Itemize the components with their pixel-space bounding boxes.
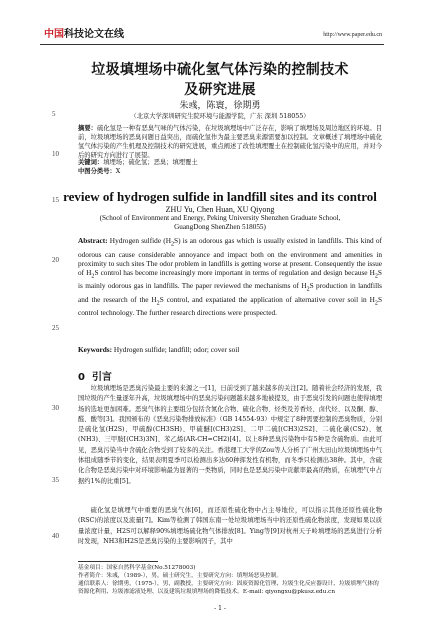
english-authors: ZHU Yu, Chen Huan, XU Qiyong bbox=[165, 205, 275, 214]
paper-title bbox=[40, 60, 400, 100]
logo-red-text: 中国 bbox=[44, 29, 64, 40]
subscript: 2 bbox=[156, 300, 160, 307]
line-number: 35 bbox=[52, 476, 59, 484]
abstract-en-text-5: S production in landfills and the research of the H bbox=[78, 281, 382, 304]
title-line-2: 及研究进展 bbox=[184, 82, 256, 98]
abstract-en-label: Abstract: bbox=[78, 236, 108, 245]
abstract-cn-text: 硫化氢是一种有恶臭气味的气体污染，在垃圾填埋场中广泛存在，影响了填埋场及周边地区的环境。目前，垃圾填埋场的恶臭问题日益突出，而硫化氢作为最主要恶臭来源需要加以控制。文章概述了填埋场中硫化氢气体污染的产生机理及控制技术的研究进展，重点阐述了改性填埋覆土在控制硫化氢污染中的应用，并对今后的研究方向进行了展望。 bbox=[78, 125, 383, 159]
clc bbox=[78, 167, 382, 176]
abstract-en-text-6: S control, and expatiated the application of alternative cover soil in H bbox=[159, 294, 375, 304]
body-paragraph-2: 硫化氢是填埋气中重要的恶臭气体[6]，而还原性硫化物中占主导地位，可以指示其他还原性硫化物(RSC)的浓度以及流量[7]。Kim等检测了韩国东南一处垃圾填埋场当中的还原性硫化物浓度，发现如果以质量浓度计量，H2S可以解释90%填埋场硫化物气体排放[8]。Ying等[9]对杭州天子岭填埋场的恶臭进行分析时发现，NH3和H2S是恶臭污染的主要影响因子，其中 bbox=[78, 507, 382, 545]
abstract-en-text-7: S control technology. The further research directions were prospected. bbox=[78, 294, 383, 318]
line-number: 5 bbox=[52, 110, 56, 118]
english-affil-line-2: GuangDong ShenZhen 518055) bbox=[174, 223, 266, 231]
footnote-author-1: 作者简介：朱彧，（1989-），男，硕士研究生，主要研究方向：填埋场恶臭控制。 bbox=[78, 573, 283, 579]
keywords-cn-text: 填埋场；硫化氢；恶臭；填埋覆土 bbox=[103, 159, 198, 166]
section-title: 引言 bbox=[91, 372, 112, 383]
body-paragraph-1: 垃圾填埋场是恶臭污染最主要的来源之一[1]，日前受到了越来越多的关注[2]。随着社会经济的发展，我国垃圾的产生量逐年升高，垃圾填埋场中的恶臭污染问题越来越多地被提及，由于恶臭引发的问题也使得填埋场的选址更加困难。恶臭气体的主要组分包括含氮化合物、硫化合物、烃类及芳香烃、卤代烃、以及酮、醇、醛、酸等[3]。我国颁布的《恶臭污染物排放标准》（GB 14554-93）中规定了8种需要控制的恶臭物质，分别是硫化氢(H2S)、甲硫醇(CH3SH)、甲硫醚[(CH3)2S]、二甲二硫[(CH3)2S2]、二硫化碳(CS2)、氨(NH3)、三甲胺[(CH3)3N]、苯乙烯(AR-CH=CH2)[4]。以上8种恶臭污染物中有5种是含硫物质。由此可见，恶臭污染当中含硫化合物受到了较多的关注。香港理工大学的Zou等人分析了广州大田山垃圾填埋场中气体组成随季节的变化，结果表明夏季可以检测出多达60种挥发性有机物，而冬季只检测出38种。其中，含硫化合物是恶臭污染中对环境影响最为显著的一类物质，同时也是恶臭污染中贡献率最高的物质，在填埋气中占据约1%的比重[5]。 bbox=[78, 385, 382, 485]
abstract-en-text-3: S control has become increasingly more important in terms of regulation and design because H bbox=[94, 267, 375, 277]
english-title: review of hydrogen sulfide in landfill sites and its control bbox=[63, 189, 377, 204]
header-rule bbox=[40, 44, 384, 45]
footnote-author-2: 通信联系人：徐期勇，（1975-），男，副教授，主要研究方向：固废资源化管理、垃圾生化反应器设计、垃圾填埋气体的资源化利用、垃圾渗滤液处理、以及建筑垃圾填埋场的降低技术。E-mail: qiyongxu@pkusz.edu.cn bbox=[78, 581, 379, 595]
english-affiliation bbox=[0, 214, 440, 232]
footnote-fund: 基金项目：国家自然科学基金(No.51278003) bbox=[78, 565, 196, 571]
line-number: 25 bbox=[52, 324, 59, 332]
abstract-cn-label: 摘要： bbox=[78, 125, 98, 132]
line-number: 15 bbox=[52, 196, 59, 204]
abstract-en-text-4: S is mainly odorous gas in landfills. The paper reviewed the mechanisms of H bbox=[78, 267, 382, 291]
keywords-en-text: Hydrogen sulfide; landfill; odor; cover soil bbox=[112, 345, 240, 354]
keywords-cn bbox=[78, 158, 382, 167]
keywords-en-label: Keywords: bbox=[78, 345, 113, 354]
section-number: 0 bbox=[78, 372, 85, 383]
line-number: 40 bbox=[52, 532, 59, 540]
line-number: 10 bbox=[52, 150, 59, 158]
logo-black-text: 科技论文在线 bbox=[64, 29, 124, 40]
keywords-en bbox=[78, 345, 382, 354]
english-affil-line-1: (School of Environment and Energy, Peking University Shenzhen Graduate School, bbox=[99, 214, 341, 222]
authors: 朱彧，陈寰，徐期勇 bbox=[179, 101, 261, 111]
clc-text: X bbox=[115, 168, 121, 175]
abstract-en-text-1: Hydrogen sulfide (H bbox=[107, 236, 171, 245]
keywords-cn-label: 关键词： bbox=[78, 159, 104, 166]
site-logo[interactable] bbox=[44, 29, 124, 41]
affiliation: （北京大学深圳研究生院环境与能源学院，广东 深圳 518055） bbox=[130, 113, 310, 120]
line-number: 20 bbox=[52, 256, 59, 264]
line-number: 30 bbox=[52, 404, 59, 412]
subscript: 2 bbox=[91, 273, 95, 280]
abstract-cn bbox=[78, 124, 382, 160]
subscript: 2 bbox=[374, 273, 378, 280]
page-number: - 1 - bbox=[214, 605, 226, 612]
abstract-en bbox=[78, 236, 382, 317]
subscript: 2 bbox=[170, 241, 175, 248]
footnote-rule bbox=[78, 561, 158, 562]
subscript: 2 bbox=[374, 300, 378, 307]
site-url[interactable]: http://www.paper.edu.cn bbox=[323, 32, 382, 38]
clc-label: 中图分类号： bbox=[78, 168, 116, 175]
section-heading bbox=[78, 368, 112, 383]
title-line-1: 垃圾填埋场中硫化氢气体污染的控制技术 bbox=[91, 62, 349, 78]
subscript: 2 bbox=[306, 286, 310, 293]
abstract-en-text-2: S) is an odorous gas which is usually existed in landfills. This kind of odorous can cause considerable annoyance and impact both on the environment and amenities in proximity to such sites The odor problem in landfills is getting worse at present. Consequently the issue of H bbox=[78, 236, 382, 277]
